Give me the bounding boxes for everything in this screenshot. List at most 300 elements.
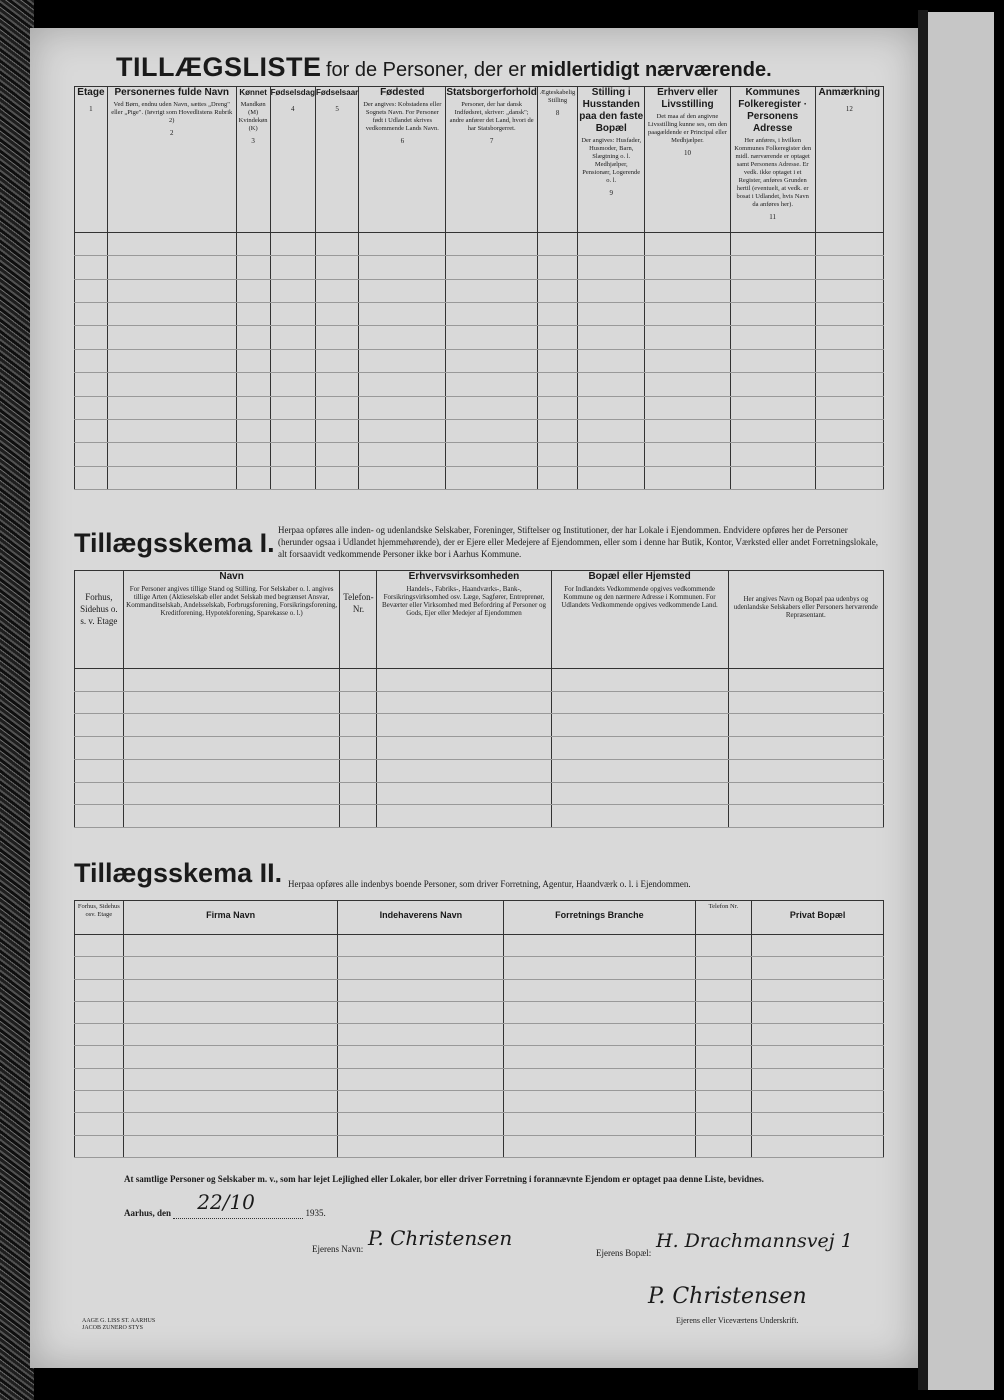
table-cell[interactable] [338,979,504,1001]
table-cell[interactable] [728,669,883,692]
table-cell[interactable] [815,466,883,489]
main-col-head-text: Stilling i Husstanden paa den faste Bopæl [579,87,644,134]
table-cell[interactable] [123,1068,338,1090]
table-cell[interactable] [107,233,236,256]
table-cell[interactable] [377,805,551,828]
table-cell[interactable] [75,805,124,828]
table-row [75,326,884,349]
table-cell[interactable] [359,256,446,279]
table-cell[interactable] [695,1024,752,1046]
table-cell[interactable] [645,396,731,419]
table-cell[interactable] [504,1046,695,1068]
table-cell[interactable] [75,782,124,805]
table-cell[interactable] [578,233,645,256]
main-col-head-text: Anmærkning [818,87,881,98]
table-cell[interactable] [504,979,695,1001]
table-cell[interactable] [578,303,645,326]
table-cell[interactable] [338,1046,504,1068]
schema1-title: Tillægsskema I. [74,528,275,558]
table-cell[interactable] [752,1135,884,1157]
table-cell[interactable] [728,737,883,760]
table-cell[interactable] [359,279,446,302]
title-emphasis: midlertidigt nærværende. [530,59,772,81]
schema1-col-sub-text [340,617,376,621]
table-cell[interactable] [123,1024,338,1046]
table-cell[interactable] [107,373,236,396]
table-cell[interactable] [236,256,270,279]
table-cell[interactable] [578,349,645,372]
table-cell[interactable] [75,1001,124,1023]
table-cell[interactable] [504,1091,695,1113]
year-label: 1935. [305,1208,326,1218]
table-cell[interactable] [728,782,883,805]
table-cell[interactable] [446,419,538,442]
table-row [75,349,884,372]
main-col-head-text: Etage [77,87,105,98]
table-cell[interactable] [537,419,577,442]
table-row [75,233,884,256]
table-cell[interactable] [75,957,124,979]
table-cell[interactable] [695,1068,752,1090]
table-cell[interactable] [695,935,752,957]
table-cell[interactable] [537,373,577,396]
table-cell[interactable] [504,1113,695,1135]
table-row [75,256,884,279]
table-row [75,279,884,302]
table-row [75,1024,884,1046]
next-page-edge [928,12,994,1390]
table-cell[interactable] [578,279,645,302]
table-cell[interactable] [340,759,377,782]
table-cell[interactable] [236,303,270,326]
main-col-sub-text: Der angives: Kobstadens eller Sognets Navn. For Personer født i Udlandet skrives vedkommende Lands Navn. [363,101,442,132]
table-cell[interactable] [338,1091,504,1113]
table-cell[interactable] [359,419,446,442]
table-cell[interactable] [730,373,815,396]
table-cell[interactable] [123,669,340,692]
table-cell[interactable] [446,326,538,349]
table-cell[interactable] [446,233,538,256]
table-cell[interactable] [75,691,124,714]
table-cell[interactable] [551,805,728,828]
table-cell[interactable] [123,782,340,805]
table-cell[interactable] [338,1001,504,1023]
table-cell[interactable] [815,233,883,256]
table-cell[interactable] [730,326,815,349]
table-row [75,373,884,396]
table-cell[interactable] [75,669,124,692]
table-cell[interactable] [645,419,731,442]
table-cell[interactable] [75,466,108,489]
table-cell[interactable] [752,935,884,957]
schema1-col-4-header [377,571,551,669]
table-cell[interactable] [107,349,236,372]
main-col-number: 8 [555,109,560,117]
table-cell[interactable] [578,256,645,279]
table-cell[interactable] [236,373,270,396]
table-cell[interactable] [270,373,315,396]
main-col-number: 2 [169,129,174,137]
table-cell[interactable] [695,1001,752,1023]
table-cell[interactable] [107,279,236,302]
table-cell[interactable] [377,714,551,737]
table-cell[interactable] [730,233,815,256]
schema2-col-head-text: Privat Bopæl [789,910,846,920]
table-cell[interactable] [236,279,270,302]
table-cell[interactable] [236,326,270,349]
table-cell[interactable] [75,396,108,419]
table-cell[interactable] [316,349,359,372]
table-cell[interactable] [815,303,883,326]
table-cell[interactable] [236,419,270,442]
table-cell[interactable] [338,1024,504,1046]
table-cell[interactable] [75,979,124,1001]
table-cell[interactable] [270,419,315,442]
table-cell[interactable] [578,373,645,396]
schema2-col-head-text: Forhus, Sidehus osv. Etage [77,903,120,918]
table-cell[interactable] [730,303,815,326]
table-row [75,935,884,957]
table-cell[interactable] [446,443,538,466]
table-cell[interactable] [75,1135,124,1157]
table-cell[interactable] [123,957,338,979]
table-cell[interactable] [578,466,645,489]
table-cell[interactable] [537,256,577,279]
table-cell[interactable] [446,396,538,419]
table-cell[interactable] [377,669,551,692]
schema2-col-6-header [752,901,884,935]
table-cell[interactable] [728,759,883,782]
table-cell[interactable] [107,256,236,279]
table-cell[interactable] [730,466,815,489]
table-cell[interactable] [123,1113,338,1135]
main-col-sub-text [75,99,107,103]
table-cell[interactable] [537,326,577,349]
table-cell[interactable] [815,396,883,419]
table-cell[interactable] [752,1001,884,1023]
table-row [75,1091,884,1113]
table-cell[interactable] [504,1135,695,1157]
table-cell[interactable] [75,326,108,349]
table-cell[interactable] [316,443,359,466]
table-cell[interactable] [815,443,883,466]
table-cell[interactable] [537,349,577,372]
table-cell[interactable] [340,737,377,760]
table-cell[interactable] [645,279,731,302]
main-col-sub-text: Det maa af den angivne Livsstilling kunne ses, om den paagældende er Principal eller Medhjælper. [647,113,728,144]
table-cell[interactable] [123,691,340,714]
table-cell[interactable] [316,303,359,326]
table-cell[interactable] [75,419,108,442]
owner-name-label: Ejerens Navn: [312,1244,364,1254]
table-cell[interactable] [75,759,124,782]
table-cell[interactable] [236,233,270,256]
schema1-col-3-header [340,571,377,669]
table-cell[interactable] [270,256,315,279]
table-cell[interactable] [695,1046,752,1068]
main-col-number: 11 [769,213,777,221]
table-cell[interactable] [551,782,728,805]
table-row [75,1001,884,1023]
table-cell[interactable] [377,759,551,782]
main-col-sub-text: Ved Børn, endnu uden Navn, sættes „Dreng" eller „Pige". (Iøvrigt som Hovedlistens Rubrik 2) [111,101,233,124]
table-cell[interactable] [551,714,728,737]
table-cell[interactable] [537,466,577,489]
table-cell[interactable] [377,782,551,805]
table-cell[interactable] [75,1068,124,1090]
table-cell[interactable] [123,1135,338,1157]
table-cell[interactable] [123,935,338,957]
statement: At samtlige Personer og Selskaber m. v., som har lejet Lejlighed eller Lokaler, bor eller driver Forretning i forannævnte Ejendom er optaget paa denne Liste, bevidnes. [124,1174,764,1184]
table-cell[interactable] [645,349,731,372]
table-cell[interactable] [107,419,236,442]
schema2-col-1-header [75,901,124,935]
table-cell[interactable] [359,349,446,372]
schema1-col-sub-text: Her angives Navn og Bopæl paa udenbys og udenlandske Selskabers eller Personers herværende Repræsentant. [733,595,878,619]
table-cell[interactable] [752,1091,884,1113]
table-cell[interactable] [752,979,884,1001]
page-fold [918,10,928,1390]
table-cell[interactable] [359,466,446,489]
table-cell[interactable] [123,737,340,760]
table-cell[interactable] [752,1046,884,1068]
table-row [75,466,884,489]
table-cell[interactable] [446,303,538,326]
main-col-12-header [815,87,883,233]
table-cell[interactable] [645,303,731,326]
table-cell[interactable] [730,443,815,466]
table-cell[interactable] [359,396,446,419]
table-cell[interactable] [75,714,124,737]
table-cell[interactable] [537,233,577,256]
table-cell[interactable] [359,326,446,349]
main-col-7-header [446,87,538,233]
table-cell[interactable] [645,466,731,489]
table-row [75,714,884,737]
table-cell[interactable] [316,256,359,279]
table-cell[interactable] [815,256,883,279]
table-cell[interactable] [645,233,731,256]
table-cell[interactable] [316,233,359,256]
table-cell[interactable] [338,957,504,979]
table-cell[interactable] [123,1091,338,1113]
table-cell[interactable] [359,303,446,326]
table-cell[interactable] [236,443,270,466]
table-cell[interactable] [75,1024,124,1046]
table-cell[interactable] [695,1135,752,1157]
table-cell[interactable] [695,1091,752,1113]
table-cell[interactable] [645,443,731,466]
table-cell[interactable] [75,1091,124,1113]
table-cell[interactable] [75,373,108,396]
table-cell[interactable] [695,957,752,979]
table-cell[interactable] [123,759,340,782]
main-col-sub-text: Ægteskabelig Stilling [539,89,576,104]
table-cell[interactable] [338,935,504,957]
schema1-col-head-text: Forhus, Sidehus o. s. v. Etage [80,592,118,626]
table-cell[interactable] [537,443,577,466]
table-cell[interactable] [236,396,270,419]
printer-mark: AAGE G. LISS ST. AARHUS JACOB ZUNERO STYS [82,1318,156,1331]
table-cell[interactable] [75,233,108,256]
table-cell[interactable] [537,303,577,326]
main-col-number: 4 [291,105,295,113]
table-cell[interactable] [123,1001,338,1023]
table-cell[interactable] [645,326,731,349]
main-col-9-header [578,87,645,233]
table-cell[interactable] [537,396,577,419]
table-cell[interactable] [377,737,551,760]
table-cell[interactable] [270,349,315,372]
table-cell[interactable] [338,1113,504,1135]
table-cell[interactable] [730,396,815,419]
table-cell[interactable] [752,957,884,979]
table-cell[interactable] [270,326,315,349]
table-cell[interactable] [728,805,883,828]
table-cell[interactable] [815,349,883,372]
table-cell[interactable] [504,1024,695,1046]
table-cell[interactable] [107,443,236,466]
table-cell[interactable] [578,443,645,466]
table-cell[interactable] [551,691,728,714]
table-cell[interactable] [504,1068,695,1090]
table-cell[interactable] [578,396,645,419]
table-cell[interactable] [340,691,377,714]
table-cell[interactable] [359,373,446,396]
table-cell[interactable] [695,979,752,1001]
table-cell[interactable] [551,669,728,692]
table-cell[interactable] [340,714,377,737]
table-cell[interactable] [578,326,645,349]
table-cell[interactable] [645,373,731,396]
table-cell[interactable] [730,279,815,302]
table-cell[interactable] [446,349,538,372]
table-cell[interactable] [316,326,359,349]
table-cell[interactable] [316,373,359,396]
main-col-number: 10 [683,149,691,157]
table-cell[interactable] [236,349,270,372]
table-cell[interactable] [537,279,577,302]
table-cell[interactable] [752,1113,884,1135]
schema1-description: Herpaa opføres alle inden- og udenlandske Selskaber, Foreninger, Stiftelser og Institutioner, der har Lokale i Ejendommen. Endvidere opføres her de Personer (herunder ogsaa i Udlandet hjemmehørende), der er Ejere eller Medejere af Ejendommen, eller som i denne har Butik, Kontor, Værksted eller andet Forretningslokale, alt forsaavidt vedkommende Personer ikke bor i Aarhus Kommune. [278,525,879,559]
schema2-col-head-text: Forretnings Branche [555,910,644,920]
table-cell[interactable] [75,349,108,372]
table-cell[interactable] [270,396,315,419]
table-cell[interactable] [270,303,315,326]
main-col-10-header [645,87,731,233]
table-cell[interactable] [75,737,124,760]
table-cell[interactable] [75,256,108,279]
table-cell[interactable] [377,691,551,714]
table-cell[interactable] [75,1113,124,1135]
main-col-number: 7 [489,137,494,145]
signature-label: Ejerens eller Viceværtens Underskrift. [676,1316,799,1325]
table-cell[interactable] [340,669,377,692]
table-cell[interactable] [75,443,108,466]
table-cell[interactable] [815,326,883,349]
table-cell[interactable] [504,1001,695,1023]
table-cell[interactable] [75,1046,124,1068]
schema1-col-6-header [728,571,883,669]
table-cell[interactable] [728,714,883,737]
table-cell[interactable] [359,443,446,466]
main-col-number: 3 [251,137,255,145]
table-cell[interactable] [730,256,815,279]
table-cell[interactable] [107,396,236,419]
table-cell[interactable] [236,466,270,489]
schema1-col-1-header [75,571,124,669]
table-cell[interactable] [107,466,236,489]
main-col-3-header [236,87,270,233]
title-rest: for de Personer, der er [325,59,527,81]
table-cell[interactable] [75,279,108,302]
schema2-col-2-header [123,901,338,935]
table-cell[interactable] [316,279,359,302]
main-col-head-text: Statsborgerforhold [446,87,537,98]
table-cell[interactable] [340,782,377,805]
table-cell[interactable] [815,279,883,302]
table-cell[interactable] [551,737,728,760]
table-cell[interactable] [504,935,695,957]
table-cell[interactable] [752,1024,884,1046]
table-cell[interactable] [695,1113,752,1135]
main-col-sub-text: Her anføres, i hvilken Kommunes Folkeregister den midl. nærværende er optaget samt Personens Adresse. Er vedk. ikke optaget i et Register, anføres Grunden hertil (eventuelt, at vedk. er bosat i Udlandet, hvis Navn da anføres her). [734,137,812,208]
table-cell[interactable] [728,691,883,714]
table-cell[interactable] [730,349,815,372]
table-cell[interactable] [316,419,359,442]
table-cell[interactable] [815,419,883,442]
table-cell[interactable] [359,233,446,256]
table-cell[interactable] [107,303,236,326]
schema1-col-sub-text: For Personer angives tillige Stand og Stilling. For Selskaber o. l. angives tillige Arten (Aktieselskab eller andet Selskab med begrænset Ansvar, Kommanditselskab, Andelsselskab, Forbrugsforening, Forsikringsforening, Kreditforening, Hypotekforening, Sparekasse o. l.) [126,585,338,617]
table-cell[interactable] [316,396,359,419]
table-cell[interactable] [504,957,695,979]
table-cell[interactable] [730,419,815,442]
table-cell[interactable] [551,759,728,782]
table-cell[interactable] [578,419,645,442]
table-row [75,979,884,1001]
table-cell[interactable] [446,256,538,279]
table-cell[interactable] [645,256,731,279]
table-row [75,419,884,442]
table-cell[interactable] [270,233,315,256]
table-cell[interactable] [338,1068,504,1090]
table-cell[interactable] [446,279,538,302]
table-cell[interactable] [316,466,359,489]
table-cell[interactable] [815,373,883,396]
table-cell[interactable] [107,326,236,349]
table-cell[interactable] [270,466,315,489]
table-cell[interactable] [752,1068,884,1090]
table-cell[interactable] [75,303,108,326]
main-col-2-header [107,87,236,233]
table-cell[interactable] [123,979,338,1001]
table-row [75,1046,884,1068]
table-cell[interactable] [123,714,340,737]
table-cell[interactable] [75,935,124,957]
table-cell[interactable] [446,373,538,396]
signature-handwritten: P. Christensen [648,1284,807,1309]
table-cell[interactable] [446,466,538,489]
main-col-4-header [270,87,315,233]
table-cell[interactable] [270,443,315,466]
table-cell[interactable] [270,279,315,302]
table-cell[interactable] [123,805,340,828]
table-cell[interactable] [123,1046,338,1068]
table-cell[interactable] [338,1135,504,1157]
table-cell[interactable] [340,805,377,828]
main-col-number: 9 [609,189,613,197]
